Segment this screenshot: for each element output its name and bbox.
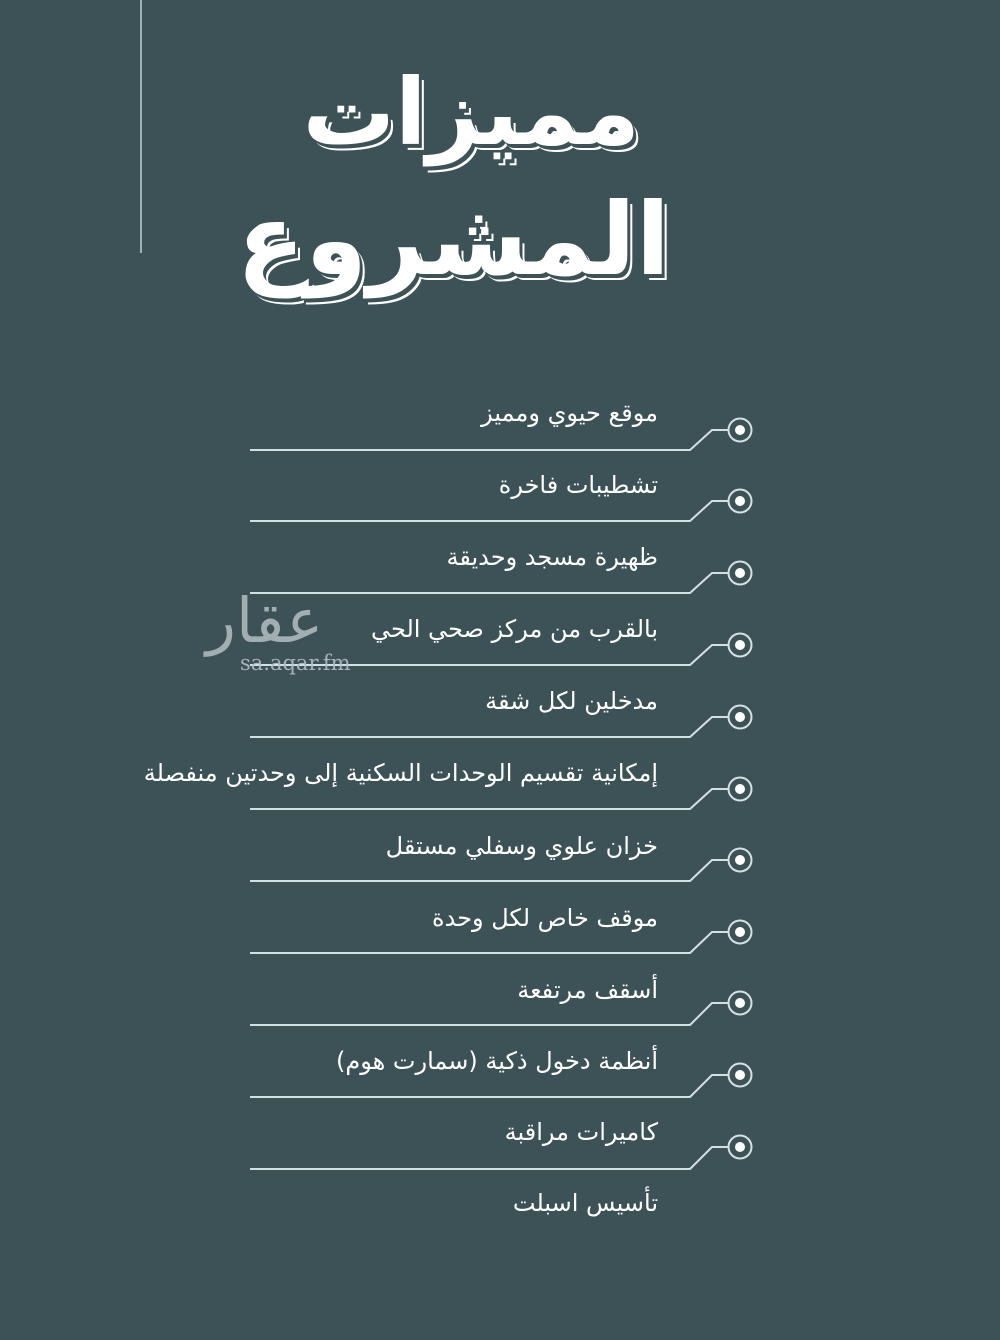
- circle-dot-icon: [735, 425, 745, 435]
- feature-item-10: أنظمة دخول ذكية (سمارت هوم): [336, 1047, 658, 1075]
- aqar-watermark: [200, 584, 370, 684]
- feature-item-9: أسقف مرتفعة: [517, 976, 658, 1004]
- feature-item-4: بالقرب من مركز صحي الحي: [370, 615, 658, 643]
- feature-item-5: مدخلين لكل شقة: [485, 687, 658, 715]
- decorative-vertical-line: [140, 0, 142, 253]
- feature-item-2: تشطيبات فاخرة: [498, 471, 658, 499]
- watermark-url: sa.aqar.fm: [240, 651, 351, 675]
- feature-item-3: ظهيرة مسجد وحديقة: [446, 543, 658, 571]
- feature-item-6: إمكانية تقسيم الوحدات السكنية إلى وحدتين منفصلة: [143, 759, 658, 787]
- page-title-line-2: المشروع: [236, 181, 670, 298]
- feature-item-8: موقف خاص لكل وحدة: [432, 904, 658, 932]
- watermark-brand: عقار: [206, 584, 324, 657]
- feature-item-11: كاميرات مراقبة: [504, 1118, 658, 1146]
- page-title-line-1: مميزات: [302, 59, 640, 166]
- feature-item-1: موقع حيوي ومميز: [481, 399, 658, 427]
- feature-item-7: خزان علوي وسفلي مستقل: [385, 832, 658, 860]
- feature-item-12: تأسيس اسبلت: [512, 1189, 658, 1217]
